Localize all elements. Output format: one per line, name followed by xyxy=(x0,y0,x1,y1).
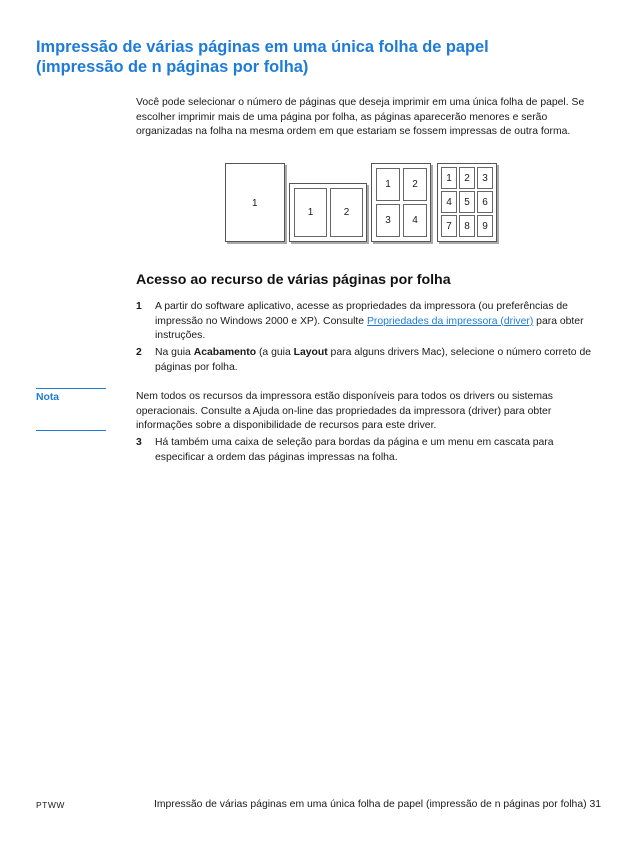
note-text: Nem todos os recursos da impressora estão disponíveis para todos os drivers ou sistemas operacionais. Consulte a Ajuda on-line das propriedades da impressora (driver) para obter informações sobre a disponibilidade de recursos para este driver. xyxy=(136,391,553,431)
sheet-two-up xyxy=(289,183,367,242)
step-text-part: para obter instruções. xyxy=(155,315,584,341)
step-2 xyxy=(136,346,606,375)
note-rule-top xyxy=(36,388,106,389)
mini-page: 7 xyxy=(441,215,457,237)
step-text xyxy=(155,300,606,344)
mini-page: 2 xyxy=(330,188,363,237)
section-heading: Acesso ao recurso de várias páginas por folha xyxy=(136,272,451,288)
mini-page: 2 xyxy=(403,168,427,201)
mini-page: 9 xyxy=(477,215,493,237)
step-text-part: A partir do software aplicativo, acesse as propriedades da impressora (ou preferências de impressão no Windows 2000 e XP). Consulte xyxy=(155,301,568,327)
mini-page: 4 xyxy=(403,204,427,237)
note-rule-bottom xyxy=(36,430,106,431)
mini-page: 1 xyxy=(294,188,327,237)
page-title xyxy=(36,37,616,77)
mini-page: 3 xyxy=(477,167,493,189)
page-title-line-2: (impressão de n páginas por folha) xyxy=(36,58,309,76)
step-1 xyxy=(136,300,606,344)
intro-paragraph: Você pode selecionar o número de páginas que deseja imprimir em uma única folha de papel. Se escolher imprimir mais de uma página por folha, as páginas aparecerão menores e serão organizadas na folha na mesma ordem em que estariam se fossem impressas de outra forma. xyxy=(136,97,585,137)
tab-name-layout: Layout xyxy=(293,347,328,358)
note-label: Nota xyxy=(36,392,60,403)
step-text xyxy=(155,346,606,375)
footer-locale: PTWW xyxy=(36,800,65,810)
sheet-one-up xyxy=(225,163,285,242)
page-number: 1 xyxy=(252,198,258,209)
mini-page: 4 xyxy=(441,191,457,213)
mini-page: 8 xyxy=(459,215,475,237)
step-text-part: Na guia xyxy=(155,347,194,358)
footer-running-title: Impressão de várias páginas em uma única folha de papel (impressão de n páginas por folha) 31 xyxy=(153,799,601,810)
step-3 xyxy=(136,436,606,465)
driver-properties-link[interactable]: Propriedades da impressora (driver) xyxy=(366,315,534,327)
mini-page: 6 xyxy=(477,191,493,213)
step-text-part: para alguns drivers Mac), selecione o número correto de páginas por folha. xyxy=(155,347,592,373)
page-title-line-1: Impressão de várias páginas em uma única folha de papel xyxy=(36,38,489,56)
sheet-four-up xyxy=(371,163,431,242)
step-text-part: (a guia xyxy=(256,347,294,358)
tab-name-finishing: Acabamento xyxy=(193,347,257,358)
step-number: 2 xyxy=(136,347,142,358)
step-text: Há também uma caixa de seleção para bordas da página e um menu em cascata para especificar a ordem das páginas impressas na folha. xyxy=(155,437,554,463)
mini-page: 1 xyxy=(441,167,457,189)
mini-page: 5 xyxy=(459,191,475,213)
mini-page: 2 xyxy=(459,167,475,189)
mini-page: 3 xyxy=(376,204,400,237)
step-number: 3 xyxy=(136,437,142,448)
step-number: 1 xyxy=(136,301,142,312)
mini-page: 1 xyxy=(376,168,400,201)
sheet-nine-up xyxy=(437,163,497,242)
